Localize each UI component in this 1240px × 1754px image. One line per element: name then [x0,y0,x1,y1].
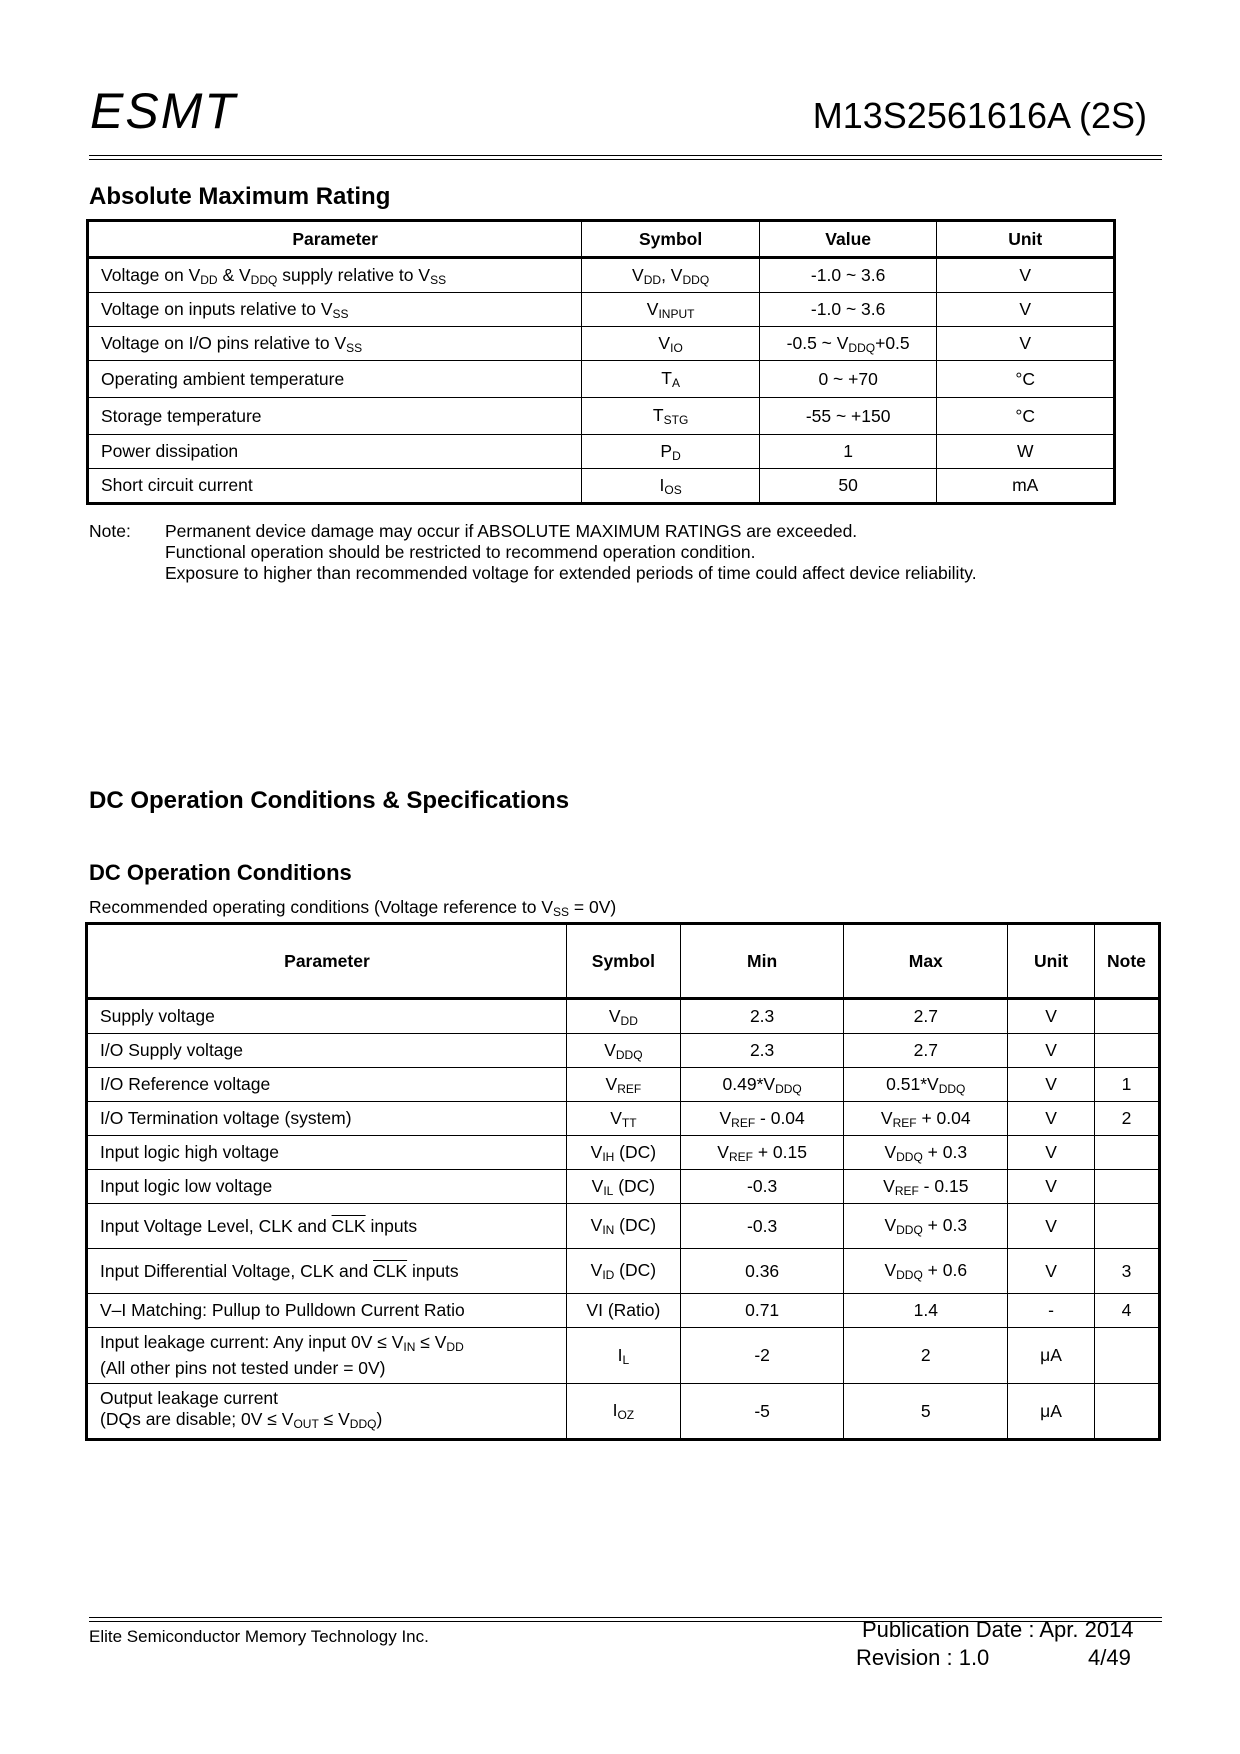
cell-parameter: Short circuit current [88,469,582,504]
cell-min: $0.49*V_{DDQ}$ [680,1068,844,1102]
cell-max: 1.4 [844,1294,1008,1328]
cell-unit: V [1008,1136,1095,1170]
cell-unit: V [1008,1249,1095,1294]
cell-note [1094,1204,1159,1249]
cell-unit: V [937,293,1115,327]
cell-max: 2 [844,1328,1008,1384]
table-row [87,1170,1160,1204]
cell-symbol: $V_{IN}$ (DC) [566,1204,680,1249]
cell-note: 1 [1094,1068,1159,1102]
cell-min: -2 [680,1328,844,1384]
col-header-min: Min [680,924,844,999]
absolute-max-table [86,219,1116,505]
cell-note [1094,1384,1159,1440]
cell-unit: °C [937,361,1115,398]
cell-note [1094,1136,1159,1170]
cell-min: $V_{REF} - 0.04$ [680,1102,844,1136]
cell-value: -1.0 ~ 3.6 [759,258,937,293]
col-header-value: Value [759,221,937,258]
table-row [88,361,1115,398]
table-row [88,327,1115,361]
cell-max: $0.51*V_{DDQ}$ [844,1068,1008,1102]
cell-parameter: Input leakage current: Any input $0V \le V_{IN} \le V_{DD}$ (All other pins not tested under = 0V) [87,1328,567,1384]
cell-parameter: Output leakage current (DQs are disable; $0V \le V_{OUT} \le V_{DDQ}$) [87,1384,567,1440]
cell-parameter: Operating ambient temperature [88,361,582,398]
cell-min: 2.3 [680,1034,844,1068]
cell-symbol: $V_{TT}$ [566,1102,680,1136]
cell-unit: V [937,327,1115,361]
cell-note: 2 [1094,1102,1159,1136]
cell-max: 5 [844,1384,1008,1440]
cell-parameter: Voltage on $V_{DD}$ & $V_{DDQ}$ supply relative to $V_{SS}$ [88,258,582,293]
header-rule-top [89,155,1162,156]
cell-max: $V_{REF} + 0.04$ [844,1102,1008,1136]
cell-parameter: I/O Termination voltage (system) [87,1102,567,1136]
table-header-row [88,221,1115,258]
dc-conditions-table [85,922,1161,1441]
col-header-unit: Unit [937,221,1115,258]
cell-min: -5 [680,1384,844,1440]
cell-symbol: $V_{DD}$ [566,999,680,1034]
table-row [87,999,1160,1034]
cell-symbol: $I_{OS}$ [582,469,760,504]
cell-parameter: V–I Matching: Pullup to Pulldown Current Ratio [87,1294,567,1328]
cell-note: 3 [1094,1249,1159,1294]
section-title-dc-operation: DC Operation Conditions & Specifications [89,787,570,814]
table-row [87,1102,1160,1136]
footer-publication-date: Publication Date : Apr. 2014 [862,1617,1134,1642]
cell-symbol: $V_{DDQ}$ [566,1034,680,1068]
cell-max: $V_{DDQ} + 0.6$ [844,1249,1008,1294]
cell-note [1094,1170,1159,1204]
footer-page-number: 4/49 [1088,1645,1131,1670]
cell-symbol: $V_{REF}$ [566,1068,680,1102]
table-caption: Recommended operating conditions (Voltage reference to $V_{SS} = 0V$) [89,897,617,919]
table-row [87,1204,1160,1249]
cell-unit: μA [1008,1328,1095,1384]
cell-parameter: I/O Reference voltage [87,1068,567,1102]
cell-min: -0.3 [680,1204,844,1249]
note-label: Note: [89,521,131,541]
section-title-absolute-max: Absolute Maximum Rating [89,183,391,210]
cell-min: 0.36 [680,1249,844,1294]
cell-parameter: Input logic low voltage [87,1170,567,1204]
cell-unit: - [1008,1294,1095,1328]
part-number: M13S2561616A (2S) [812,95,1147,136]
cell-symbol: $V_{IL}$ (DC) [566,1170,680,1204]
cell-symbol: $V_{DD}$, $V_{DDQ}$ [582,258,760,293]
col-header-max: Max [844,924,1008,999]
col-header-parameter: Parameter [88,221,582,258]
cell-max: $V_{REF} - 0.15$ [844,1170,1008,1204]
subsection-title-dc-conditions: DC Operation Conditions [89,860,352,885]
table-row [87,1384,1160,1440]
cell-parameter: Input Voltage Level, CLK and $\overline{CLK}$ inputs [87,1204,567,1249]
note-line: Permanent device damage may occur if ABSOLUTE MAXIMUM RATINGS are exceeded. [165,521,858,541]
cell-symbol: $V_{INPUT}$ [582,293,760,327]
table-row [88,258,1115,293]
cell-unit: mA [937,469,1115,504]
cell-min: -0.3 [680,1170,844,1204]
cell-min: 0.71 [680,1294,844,1328]
cell-value: -55 ~ +150 [759,398,937,435]
table-row [87,1068,1160,1102]
cell-parameter: Power dissipation [88,435,582,469]
table-row [88,293,1115,327]
header-rule-bottom [89,159,1162,160]
cell-value: 0 ~ +70 [759,361,937,398]
col-header-note: Note [1094,924,1159,999]
table-header-row [87,924,1160,999]
cell-note [1094,999,1159,1034]
cell-unit: W [937,435,1115,469]
table-row [87,1034,1160,1068]
cell-unit: °C [937,398,1115,435]
cell-symbol: $V_{IO}$ [582,327,760,361]
cell-symbol: $I_{OZ}$ [566,1384,680,1440]
cell-unit: V [1008,999,1095,1034]
col-header-symbol: Symbol [582,221,760,258]
table-row [88,435,1115,469]
cell-unit: V [1008,1170,1095,1204]
cell-unit: V [937,258,1115,293]
cell-symbol: $T_{STG}$ [582,398,760,435]
cell-unit: V [1008,1034,1095,1068]
cell-note: 4 [1094,1294,1159,1328]
cell-value: -1.0 ~ 3.6 [759,293,937,327]
cell-max: $V_{DDQ} + 0.3$ [844,1136,1008,1170]
cell-max: $V_{DDQ} + 0.3$ [844,1204,1008,1249]
cell-parameter: Voltage on I/O pins relative to $V_{SS}$ [88,327,582,361]
cell-parameter: Voltage on inputs relative to $V_{SS}$ [88,293,582,327]
cell-value: 50 [759,469,937,504]
cell-max: 2.7 [844,1034,1008,1068]
cell-symbol: $V_{ID}$ (DC) [566,1249,680,1294]
cell-parameter: Supply voltage [87,999,567,1034]
cell-symbol: $T_A$ [582,361,760,398]
cell-unit: V [1008,1204,1095,1249]
table-row [88,398,1115,435]
col-header-unit: Unit [1008,924,1095,999]
cell-parameter: Input Differential Voltage, CLK and $\overline{CLK}$ inputs [87,1249,567,1294]
cell-value: 1 [759,435,937,469]
cell-unit: V [1008,1102,1095,1136]
table-row [87,1249,1160,1294]
cell-unit: μA [1008,1384,1095,1440]
note-line: Functional operation should be restricted to recommend operation condition. [165,542,756,562]
col-header-parameter: Parameter [87,924,567,999]
table-row [87,1294,1160,1328]
cell-min: 2.3 [680,999,844,1034]
note-line: Exposure to higher than recommended voltage for extended periods of time could affect device reliability. [165,563,977,583]
table-row [88,469,1115,504]
cell-min: $V_{REF} + 0.15$ [680,1136,844,1170]
cell-symbol: $V_{IH}$ (DC) [566,1136,680,1170]
cell-value: -0.5 ~ $V_{DDQ}+0.5$ [759,327,937,361]
cell-symbol: $P_D$ [582,435,760,469]
cell-parameter: I/O Supply voltage [87,1034,567,1068]
cell-note [1094,1034,1159,1068]
table-row [87,1328,1160,1384]
brand-logo: ESMT [90,83,237,139]
cell-symbol: VI (Ratio) [566,1294,680,1328]
cell-symbol: $I_L$ [566,1328,680,1384]
cell-note [1094,1328,1159,1384]
cell-unit: V [1008,1068,1095,1102]
footer-company: Elite Semiconductor Memory Technology Inc. [89,1627,429,1646]
cell-parameter: Input logic high voltage [87,1136,567,1170]
col-header-symbol: Symbol [566,924,680,999]
cell-parameter: Storage temperature [88,398,582,435]
table-row [87,1136,1160,1170]
footer-revision: Revision : 1.0 [856,1645,990,1670]
cell-max: 2.7 [844,999,1008,1034]
